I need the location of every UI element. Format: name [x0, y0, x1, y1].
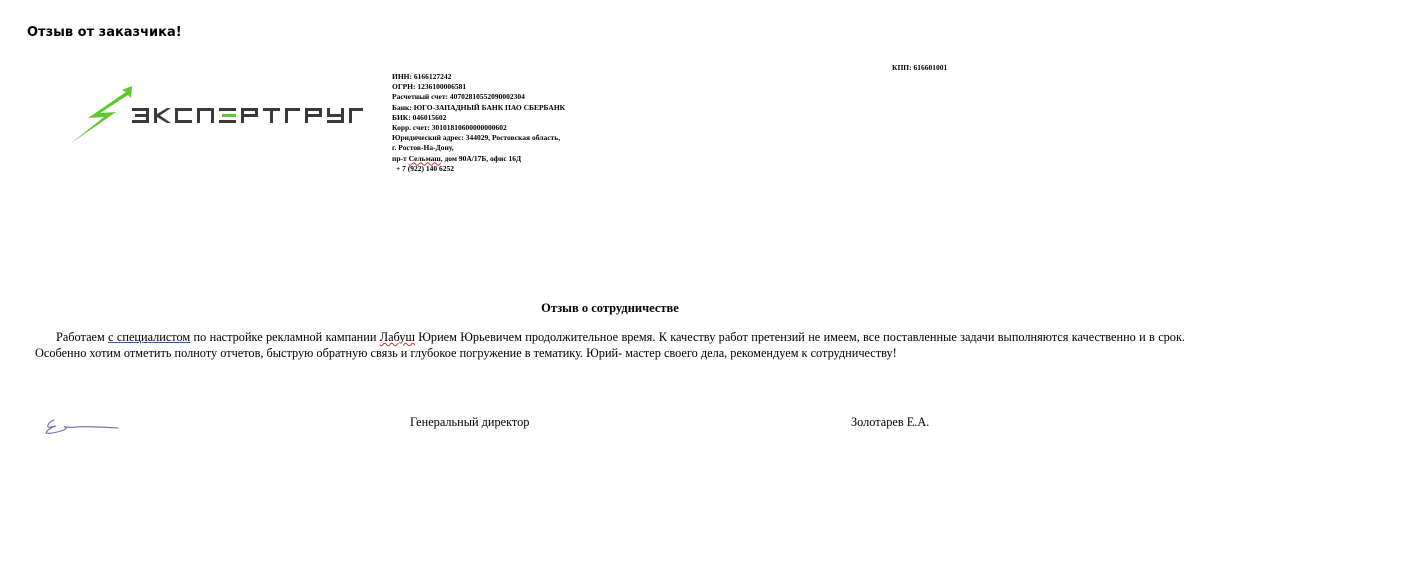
- letter-text-surname: Лабуш: [379, 330, 415, 344]
- account-line: Расчетный счет: 40702810552090002304: [392, 92, 525, 102]
- lightning-bolt-icon: [70, 86, 132, 144]
- signer-position: Генеральный директор: [410, 415, 530, 429]
- letter-text-3: Юрием Юрьевичем продолжительное время. К качеству работ претензий не имеем, все поставленные задачи выполняются качественно и в срок. Особенно хотим отметить полноту отчетов, быструю обратную связь и глубокое погружение в тематику. Юрий- мастер своего дела, рекомендуем к сотрудничеству!: [35, 330, 1185, 360]
- bik-line: БИК: 046015602: [392, 112, 447, 122]
- letter-title: Отзыв о сотрудничестве: [541, 301, 679, 315]
- bank-line: Банк: ЮГО-ЗАПАДНЫЙ БАНК ПАО СБЕРБАНК: [392, 102, 566, 112]
- company-requisites: [392, 72, 565, 174]
- address-line-3: [392, 154, 565, 164]
- address-prefix: пр-т: [392, 153, 409, 163]
- letter-text-2: по настройке рекламной кампании: [190, 330, 380, 344]
- handwritten-signature: [44, 417, 120, 437]
- address-line-2: г. Ростов-На-Дону,: [392, 143, 454, 153]
- phone-line: + 7 (922) 140 6252: [396, 163, 455, 173]
- letter-text-1: Работаем: [56, 330, 109, 344]
- ogrn-line: ОГРН: 1236100006581: [392, 82, 467, 92]
- corr-account-line: Корр. счет: 30101810600000000602: [392, 123, 507, 133]
- kpp-line: КПП: 616601001: [892, 63, 948, 72]
- inn-line: ИНН: 6166127242: [392, 72, 452, 81]
- address-street: Сельмаш: [408, 153, 441, 163]
- page-title: Отзыв от заказчика!: [27, 25, 182, 40]
- letter-text-specialist: с специалистом: [108, 330, 191, 344]
- address-suffix: , дом 90А/17Б, офис 16Д: [440, 153, 522, 163]
- signer-name: Золотарев Е.А.: [851, 415, 930, 429]
- letter-body: [35, 330, 1185, 361]
- company-logo: [68, 84, 363, 146]
- logo-wordmark: [132, 108, 363, 123]
- address-line-1: Юридический адрес: 344029, Ростовская область,: [392, 133, 561, 143]
